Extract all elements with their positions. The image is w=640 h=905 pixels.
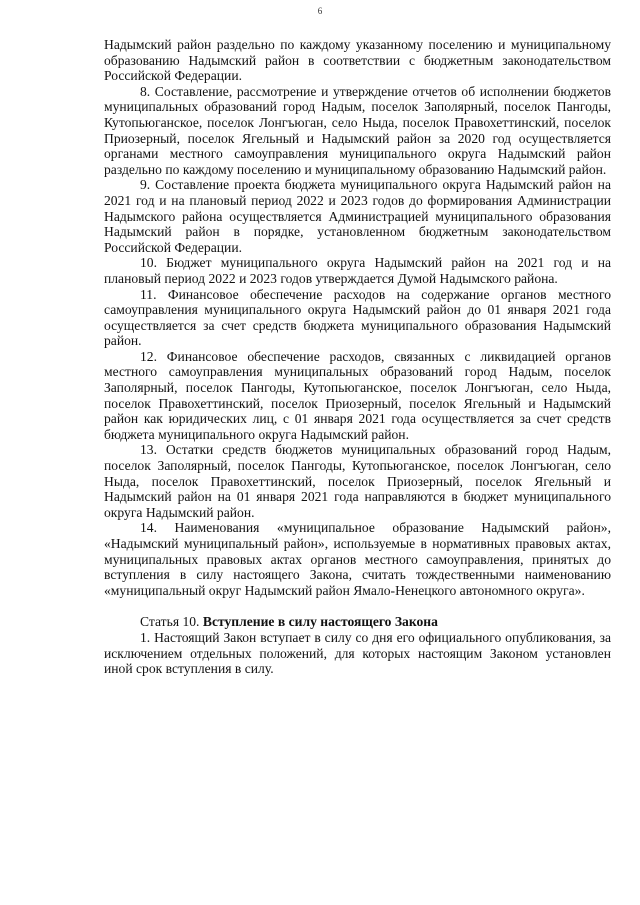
article-title: Вступление в силу настоящего Закона [202, 614, 438, 630]
paragraph: 14. Наименования «муниципальное образование Надымский район», «Надымский муниципальный район», используемые в нормативных правовых актах, муниципальных правовых актах органов местного самоуправления, принятых до вступления в силу настоящего Закона, считать тождественными наименованию «муниципальный округ Надымский район Ямало-Ненецкого автономного округа». [104, 520, 611, 598]
paragraph: 11. Финансовое обеспечение расходов на содержание органов местного самоуправления муниципального округа Надымский район до 01 января 2021 года осуществляется за счет средств бюджета муниципального образования Надымский район. [104, 286, 611, 349]
paragraph: 10. Бюджет муниципального округа Надымский район на 2021 год и на плановый период 2022 и 2023 годов утверждается Думой Надымского района. [104, 255, 611, 286]
paragraph: 8. Составление, рассмотрение и утверждение отчетов об исполнении бюджетов муниципальных образований город Надым, поселок Заполярный, поселок Пангоды, Кутопьюганское, поселок Лонгъюган, село Ныда, поселок Правохеттинский, поселок Приозерный, поселок Ягельный и Надымский район за 2020 год осуществляется органами местного самоуправления муниципального округа Надымский район раздельно по каждому поселению и муниципальному образованию Надымский район. [104, 83, 611, 177]
paragraph: Надымский район раздельно по каждому указанному поселению и муниципальному образованию Надымский район в соответствии с бюджетным законодательством Российской Федерации. [104, 37, 611, 84]
page-number: 6 [317, 6, 323, 16]
paragraph: 13. Остатки средств бюджетов муниципальных образований город Надым, поселок Заполярный, поселок Пангоды, Кутопьюганское, поселок Лонгъюган, село Ныда, поселок Правохеттинский, поселок Приозерный, поселок Ягельный и Надымский район на 01 января 2021 года направляются в бюджет муниципального округа Надымский район. [104, 442, 611, 520]
paragraph: 9. Составление проекта бюджета муниципального округа Надымский район на 2021 год и на плановый период 2022 и 2023 годов до формирования Администрации Надымского района осуществляется Администрацией муниципального образования Надымский район в порядке, установленном бюджетным законодательством Российской Федерации. [104, 177, 611, 255]
paragraph: 1. Настоящий Закон вступает в силу со дня его официального опубликования, за исключением отдельных положений, для которых настоящим Законом установлен иной срок вступления в силу. [104, 629, 611, 677]
paragraph: 12. Финансовое обеспечение расходов, связанных с ликвидацией органов местного самоуправления муниципальных образований город Надым, поселок Заполярный, поселок Пангоды, Кутопьюганское, поселок Лонгъюган, село Ныда, поселок Правохеттинский, поселок Приозерный, поселок Ягельный и Надымский район как юридических лиц, с 01 января 2021 года осуществляется за счет средств бюджета муниципального округа Надымский район. [104, 348, 611, 442]
article-prefix: Статья 10. [140, 614, 200, 630]
document-body [104, 37, 611, 677]
article-heading [104, 614, 611, 630]
